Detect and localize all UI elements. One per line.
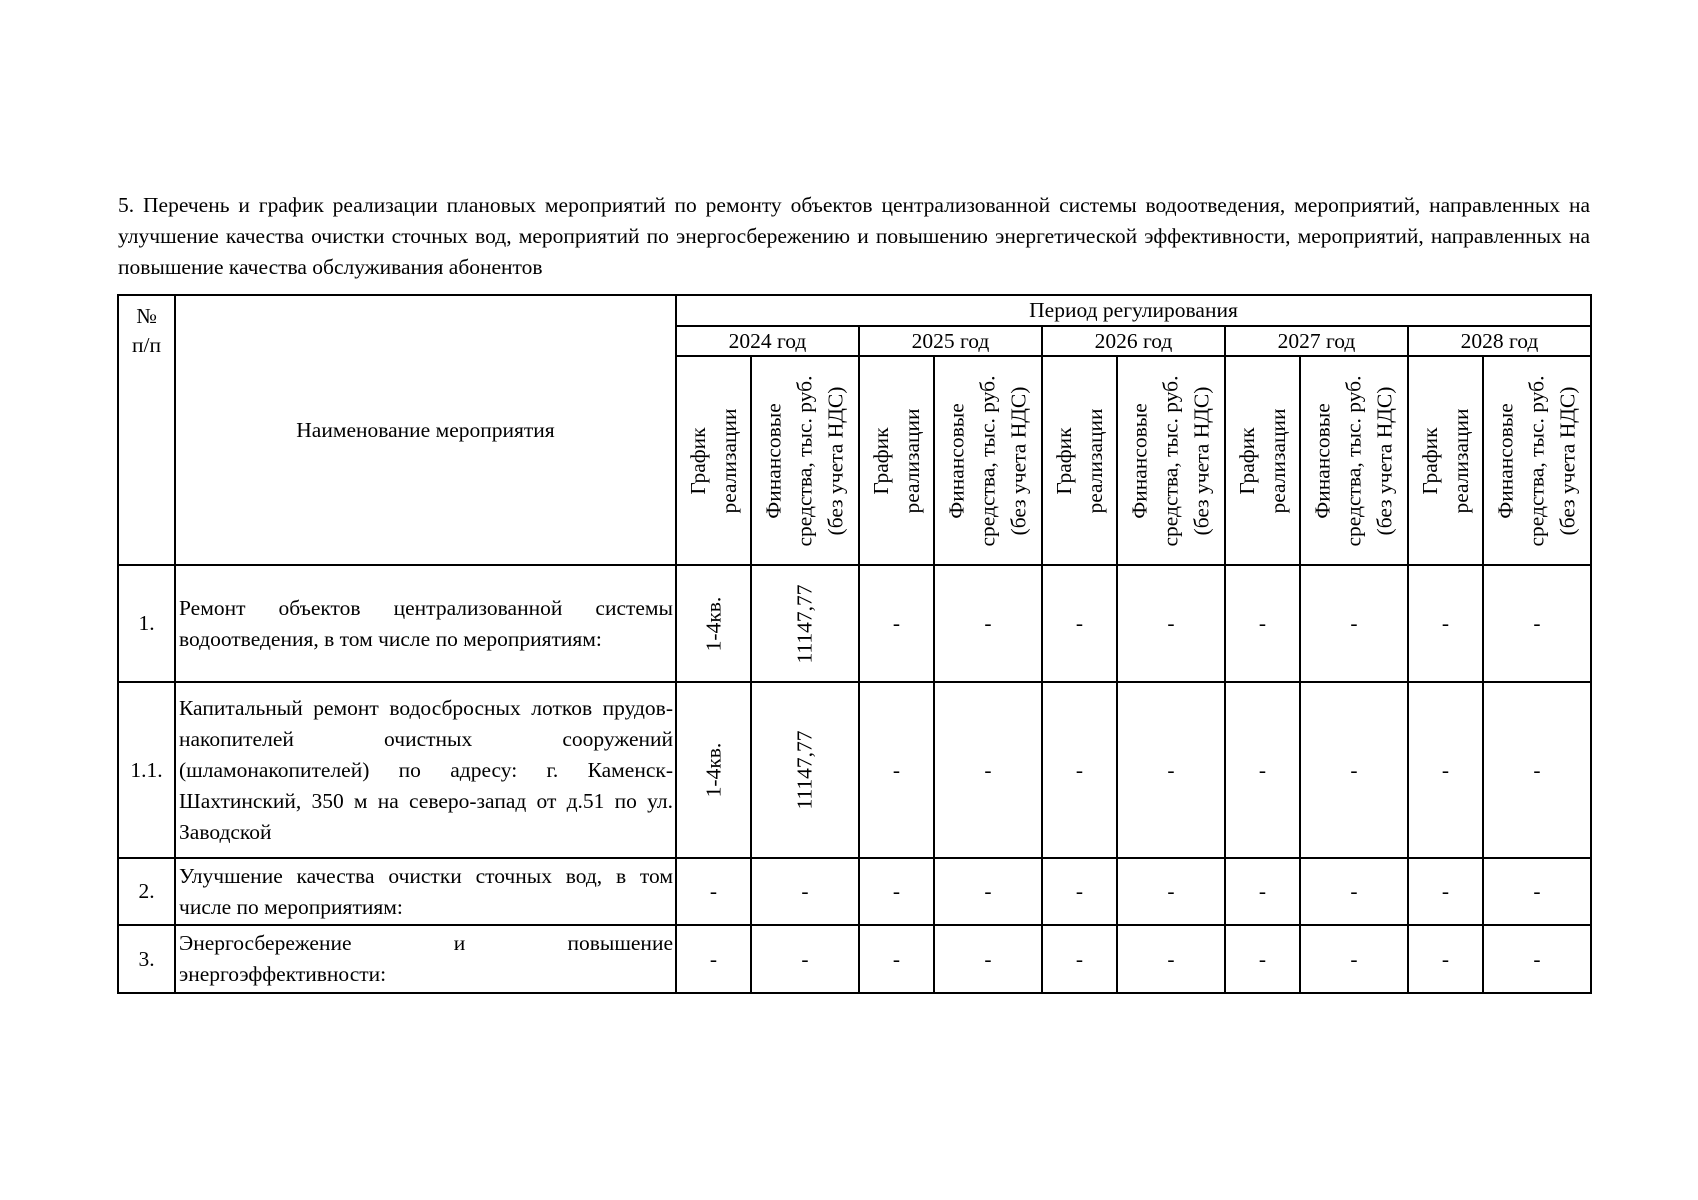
table-row [118, 682, 1591, 858]
value-cell: - [859, 858, 934, 925]
value-cell: - [676, 858, 751, 925]
subheader-line: (без учета НДС) [1555, 386, 1580, 535]
value-cell: - [1483, 858, 1591, 925]
value-cell: - [1408, 565, 1483, 682]
value-cell: - [1117, 925, 1225, 993]
value-cell: - [934, 858, 1042, 925]
row-number-header-line2: п/п [132, 333, 161, 357]
value-cell: - [1117, 565, 1225, 682]
subheader-line: средства, тыс. руб. [1158, 375, 1183, 546]
value-cell: - [1117, 682, 1225, 858]
value-text: 11147,77 [792, 730, 817, 810]
year-header: 2024 год [676, 326, 859, 356]
subheader-line: Финансовые [1127, 402, 1152, 519]
subheader-line: График [868, 426, 893, 495]
row-number: 1.1. [118, 682, 175, 858]
value-cell: - [1408, 925, 1483, 993]
row-name-cell [175, 682, 676, 858]
value-cell: - [859, 682, 934, 858]
row-name: Энергосбережение и повышение энергоэффективности: [179, 931, 673, 986]
value-cell [676, 682, 751, 858]
value-cell: - [751, 858, 859, 925]
schedule-subheader [676, 356, 751, 565]
value-text: 1-4кв. [701, 596, 725, 651]
value-cell: - [934, 682, 1042, 858]
subheader-line: (без учета НДС) [1006, 386, 1031, 535]
subheader-line: средства, тыс. руб. [975, 375, 1000, 546]
finance-subheader [934, 356, 1042, 565]
year-header: 2026 год [1042, 326, 1225, 356]
year-header: 2027 год [1225, 326, 1408, 356]
row-number: 3. [118, 925, 175, 993]
value-cell: - [1300, 682, 1408, 858]
value-cell: - [859, 565, 934, 682]
value-text: 11147,77 [792, 583, 817, 664]
value-cell [751, 682, 859, 858]
name-header: Наименование мероприятия [175, 295, 676, 565]
value-cell: - [1483, 565, 1591, 682]
value-cell: - [1300, 925, 1408, 993]
row-name: Ремонт объектов централизованной системы водоотведения, в том числе по мероприятиям: [179, 595, 673, 651]
row-name-cell [175, 858, 676, 925]
plan-table [117, 294, 1592, 994]
table-row [118, 925, 1591, 993]
table-header [118, 295, 1591, 565]
schedule-subheader [1042, 356, 1117, 565]
table-row [118, 565, 1591, 682]
value-cell: - [1408, 858, 1483, 925]
subheader-line: Финансовые [1310, 402, 1335, 519]
finance-subheader [1300, 356, 1408, 565]
subheader-line: реализации [1082, 407, 1107, 514]
value-cell: - [1225, 565, 1300, 682]
subheader-line: средства, тыс. руб. [1524, 375, 1549, 546]
value-cell: - [934, 565, 1042, 682]
subheader-line: реализации [1448, 407, 1473, 514]
value-cell: - [1042, 682, 1117, 858]
schedule-subheader [859, 356, 934, 565]
schedule-subheader [1408, 356, 1483, 565]
subheader-line: (без учета НДС) [1189, 386, 1214, 535]
table-body [118, 565, 1591, 993]
subheader-line: (без учета НДС) [1372, 386, 1397, 535]
value-cell: - [1117, 858, 1225, 925]
subheader-line: График [1234, 426, 1259, 495]
section-heading: 5. Перечень и график реализации плановых мероприятий по ремонту объектов централизованной системы водоотведения, мероприятий, направленных на улучшение качества очистки сточных вод, мероприятий по энергосбережению и повышению энергетической эффективности, мероприятий, направленных на повышение качества обслуживания абонентов [118, 193, 1590, 279]
subheader-line: реализации [716, 407, 741, 514]
row-number: 1. [118, 565, 175, 682]
row-name-cell [175, 565, 676, 682]
value-cell: - [676, 925, 751, 993]
value-cell: - [859, 925, 934, 993]
finance-subheader [1483, 356, 1591, 565]
value-cell: - [1225, 682, 1300, 858]
subheader-line: (без учета НДС) [823, 386, 848, 535]
subheader-line: Финансовые [761, 402, 786, 519]
finance-subheader [1117, 356, 1225, 565]
value-cell: - [1408, 682, 1483, 858]
subheader-line: средства, тыс. руб. [792, 375, 817, 546]
year-header: 2028 год [1408, 326, 1591, 356]
row-name: Капитальный ремонт водосбросных лотков прудов-накопителей очистных сооружений (шламонакопителей) по адресу: г. Каменск-Шахтинский, 350 м на северо-запад от д.51 по ул. Заводской [179, 695, 673, 844]
subheader-line: реализации [899, 407, 924, 514]
value-cell: - [1042, 925, 1117, 993]
row-number-header [118, 295, 175, 565]
value-cell: - [1300, 565, 1408, 682]
subheader-line: средства, тыс. руб. [1341, 375, 1366, 546]
finance-subheader [751, 356, 859, 565]
value-cell: - [751, 925, 859, 993]
subheader-line: реализации [1265, 407, 1290, 514]
subheader-line: График [1417, 426, 1442, 495]
row-name: Улучшение качества очистки сточных вод, в том числе по мероприятиям: [179, 863, 673, 919]
value-cell: - [1483, 925, 1591, 993]
subheader-line: Финансовые [1493, 402, 1518, 519]
value-cell: - [934, 925, 1042, 993]
row-number-header-line1: № [136, 304, 157, 328]
value-cell: - [1225, 858, 1300, 925]
value-cell [676, 565, 751, 682]
period-header: Период регулирования [676, 295, 1591, 326]
value-cell: - [1042, 565, 1117, 682]
value-cell: - [1483, 682, 1591, 858]
schedule-subheader [1225, 356, 1300, 565]
subheader-line: График [1051, 426, 1076, 495]
row-number: 2. [118, 858, 175, 925]
value-cell [751, 565, 859, 682]
table-row [118, 858, 1591, 925]
subheader-line: Финансовые [944, 402, 969, 519]
row-name-cell [175, 925, 676, 993]
subheader-line: График [685, 426, 710, 495]
value-text: 1-4кв. [701, 742, 725, 798]
value-cell: - [1225, 925, 1300, 993]
year-header: 2025 год [859, 326, 1042, 356]
value-cell: - [1300, 858, 1408, 925]
value-cell: - [1042, 858, 1117, 925]
